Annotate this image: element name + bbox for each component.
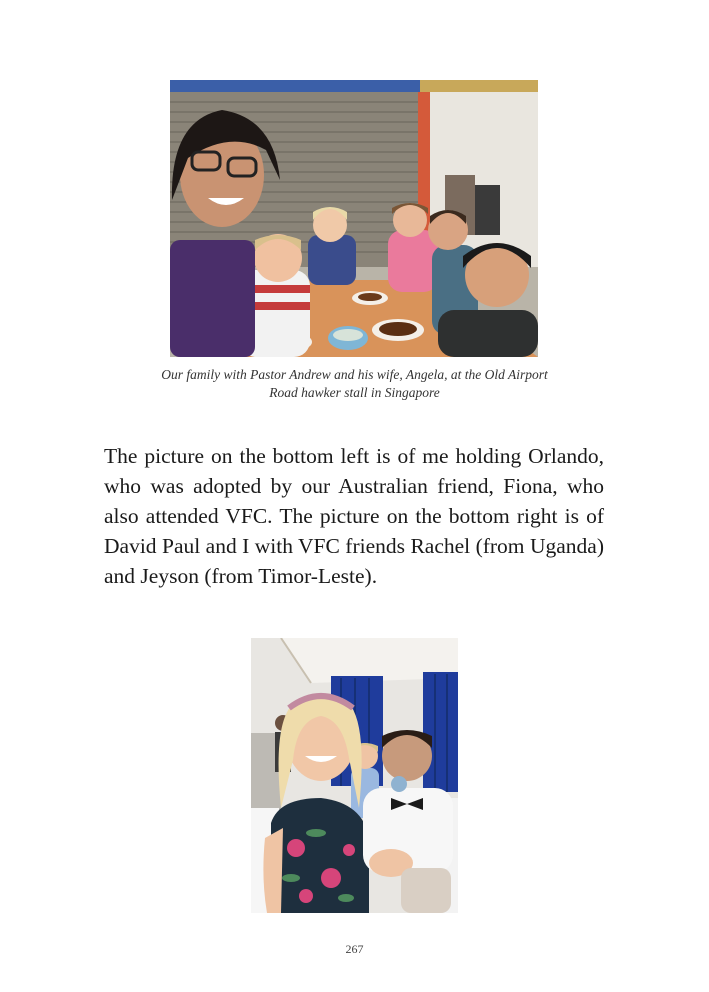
photo-family-hawker-stall	[170, 80, 538, 357]
photo-girl-holding-baby	[251, 638, 458, 913]
body-paragraph: The picture on the bottom left is of me holding Orlando, who was adopted by our Australian friend, Fiona, who also attended VFC. The picture on the bottom right is of David Paul and I with VFC friends Rachel (from Uganda) and Jeyson (from Timor-Leste).	[104, 444, 604, 588]
page-number: 267	[345, 942, 364, 956]
photo-caption: Our family with Pastor Andrew and his wife, Angela, at the Old Airport Road hawker stall in Singapore	[161, 367, 548, 400]
photo-girl-holding-baby-image	[251, 638, 458, 913]
photo-family-hawker-stall-image	[170, 80, 538, 357]
